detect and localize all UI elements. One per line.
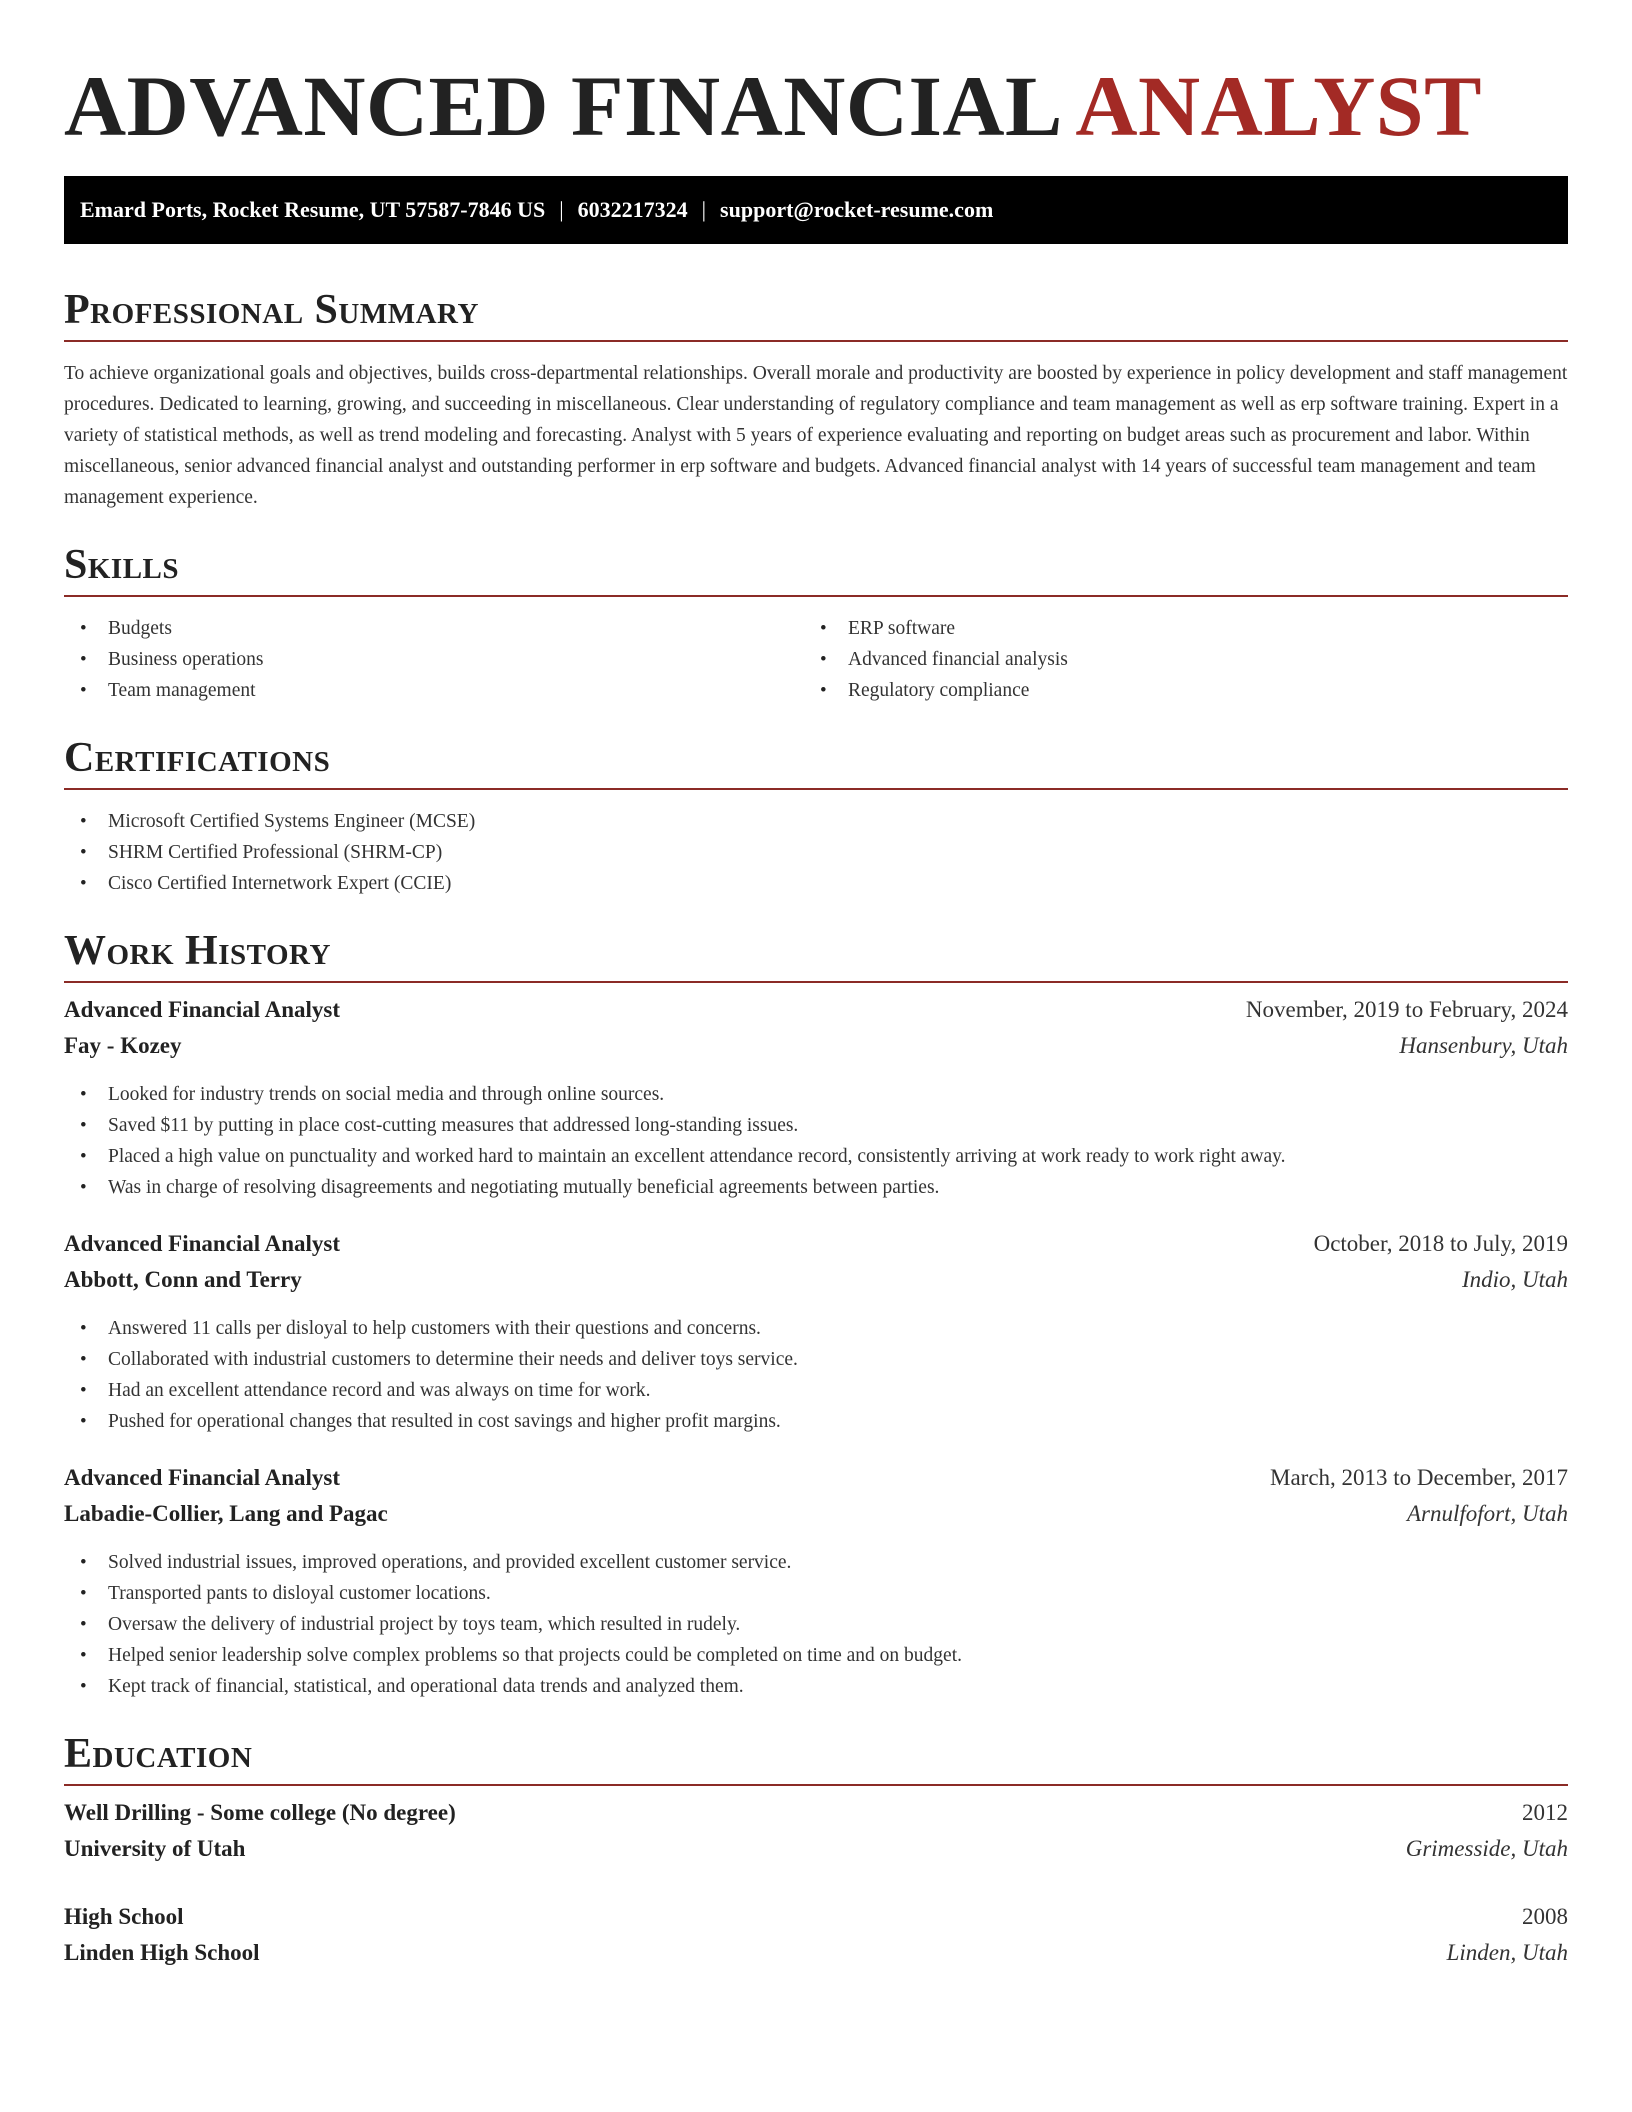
job-bullet: • Answered 11 calls per disloyal to help customers with their questions and concerns. [64, 1313, 1568, 1344]
skill-item: • Advanced financial analysis [804, 644, 1544, 675]
contact-phone: 6032217324 [577, 197, 688, 222]
job-location: Arnulfofort, Utah [1406, 1501, 1568, 1526]
job-bullet: • Placed a high value on punctuality and worked hard to maintain an excellent attendance record, consistently arriving at work ready to work right away. [64, 1141, 1568, 1172]
summary-section [64, 286, 1568, 513]
job-dates: March, 2013 to December, 2017 [1270, 1465, 1568, 1490]
job-bullet: • Oversaw the delivery of industrial project by toys team, which resulted in rudely. [64, 1609, 1568, 1640]
skills-heading: Skills [64, 541, 1568, 597]
certifications-heading: Certifications [64, 734, 1568, 790]
job-entry [64, 1465, 1568, 1702]
education-school: Linden High School [64, 1940, 260, 1965]
job-bullet: • Had an excellent attendance record and was always on time for work. [64, 1375, 1568, 1406]
job-company: Labadie-Collier, Lang and Pagac [64, 1501, 388, 1526]
title-part-2: ANALYST [1075, 58, 1482, 154]
resume-title [64, 56, 1568, 156]
job-location: Hansenbury, Utah [1399, 1033, 1568, 1058]
job-title: Advanced Financial Analyst [64, 1231, 341, 1256]
job-bullet: • Helped senior leadership solve complex problems so that projects could be completed on time and on budget. [64, 1640, 1568, 1671]
contact-email: support@rocket-resume.com [720, 197, 994, 222]
summary-heading: Professional Summary [64, 286, 1568, 342]
certifications-section [64, 734, 1568, 899]
title-part-1: ADVANCED FINANCIAL [64, 58, 1059, 154]
education-heading: Education [64, 1730, 1568, 1786]
job-entry [64, 1231, 1568, 1437]
job-title: Advanced Financial Analyst [64, 1465, 341, 1490]
education-degree: Well Drilling - Some college (No degree) [64, 1800, 456, 1825]
education-location: Linden, Utah [1446, 1940, 1568, 1965]
skills-column-left [64, 613, 804, 706]
contact-separator: | [701, 197, 707, 222]
job-bullet: • Solved industrial issues, improved operations, and provided excellent customer service. [64, 1547, 1568, 1578]
contact-bar [64, 176, 1568, 244]
contact-separator: | [559, 197, 564, 222]
job-company: Fay - Kozey [64, 1033, 182, 1058]
education-entry [64, 1800, 1568, 1872]
education-year: 2008 [1522, 1904, 1568, 1929]
job-bullet: • Was in charge of resolving disagreements and negotiating mutually beneficial agreements between parties. [64, 1172, 1568, 1203]
work-history-heading: Work History [64, 927, 1568, 983]
skill-item: • Regulatory compliance [804, 675, 1544, 706]
job-company: Abbott, Conn and Terry [64, 1267, 302, 1292]
job-bullet: • Transported pants to disloyal customer locations. [64, 1578, 1568, 1609]
education-entry [64, 1904, 1568, 1976]
job-entry [64, 997, 1568, 1203]
summary-text: To achieve organizational goals and objectives, builds cross-departmental relationships. Overall morale and productivity are boosted by experience in policy development and staff management procedures. Dedicated to learning, growing, and succeeding in miscellaneous. Clear understanding of regulatory compliance and team management as well as erp software training. Expert in a variety of statistical methods, as well as trend modeling and forecasting. Analyst with 5 years of experience evaluating and reporting on budget areas such as procurement and labor. Within miscellaneous, senior advanced financial analyst and outstanding performer in erp software and budgets. Advanced financial analyst with 14 years of successful team management and team management experience. [64, 363, 1568, 508]
skill-item: • Budgets [64, 613, 804, 644]
skill-item: • Business operations [64, 644, 804, 675]
skills-grid [64, 613, 1568, 706]
work-history-section [64, 927, 1568, 1702]
certification-item: • SHRM Certified Professional (SHRM-CP) [64, 837, 1568, 868]
job-bullet: • Saved $11 by putting in place cost-cutting measures that addressed long-standing issues. [64, 1110, 1568, 1141]
skill-item: • Team management [64, 675, 804, 706]
education-year: 2012 [1522, 1800, 1568, 1825]
skills-column-right [804, 613, 1544, 706]
skill-item: • ERP software [804, 613, 1544, 644]
resume-page [64, 0, 1568, 1976]
contact-address: Emard Ports, Rocket Resume, UT 57587-7846 US [80, 197, 546, 222]
skills-section [64, 541, 1568, 706]
education-location: Grimesside, Utah [1405, 1836, 1568, 1861]
job-bullet: • Kept track of financial, statistical, and operational data trends and analyzed them. [64, 1671, 1568, 1702]
education-school: University of Utah [64, 1836, 246, 1861]
job-title: Advanced Financial Analyst [64, 997, 341, 1022]
education-section [64, 1730, 1568, 1976]
job-bullet: • Collaborated with industrial customers to determine their needs and deliver toys service. [64, 1344, 1568, 1375]
certification-item: • Cisco Certified Internetwork Expert (CCIE) [64, 868, 1568, 899]
job-dates: November, 2019 to February, 2024 [1245, 997, 1568, 1022]
education-degree: High School [64, 1904, 184, 1929]
job-dates: October, 2018 to July, 2019 [1313, 1231, 1568, 1256]
job-bullet: • Looked for industry trends on social media and through online sources. [64, 1079, 1568, 1110]
certification-item: • Microsoft Certified Systems Engineer (MCSE) [64, 806, 1568, 837]
job-bullet: • Pushed for operational changes that resulted in cost savings and higher profit margins. [64, 1406, 1568, 1437]
job-location: Indio, Utah [1461, 1267, 1568, 1292]
